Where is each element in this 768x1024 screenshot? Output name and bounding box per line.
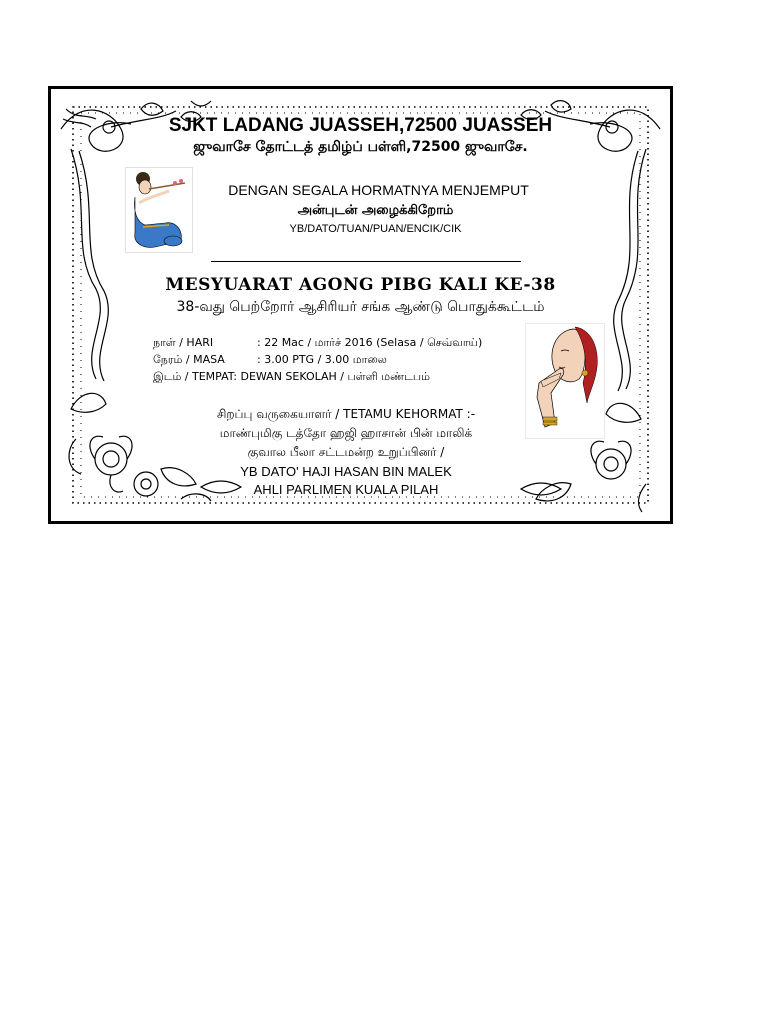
meeting-title: MESYUARAT AGONG PIBG KALI KE-38 [165, 275, 556, 295]
invite-line-tamil: அன்புடன் அழைக்கிறோம் [297, 203, 454, 218]
invitation-card [48, 86, 673, 524]
school-name-tamil: ஜுவாசே தோட்டத் தமிழ்ப் பள்ளி,72500 ஜுவாசே. [193, 139, 528, 155]
detail-label: நேரம் / MASA [153, 353, 225, 366]
detail-value: : 3.00 PTG / 3.00 மாலை [257, 353, 387, 366]
honorifics: YB/DATO/TUAN/PUAN/ENCIK/CIK [289, 223, 462, 235]
detail-label: நாள் / HARI [153, 336, 214, 349]
guest-position: AHLI PARLIMEN KUALA PILAH [253, 482, 439, 497]
guest-heading: சிறப்பு வருகையாளர் / TETAMU KEHORMAT :- [216, 407, 476, 421]
guest-name: YB DATO' HAJI HASAN BIN MALEK [240, 464, 452, 479]
meeting-title-tamil: 38-வது பெற்றோர் ஆசிரியர் சங்க ஆண்டு பொதுக்கூட்டம் [176, 299, 545, 315]
invite-line: DENGAN SEGALA HORMATNYA MENJEMPUT [228, 182, 529, 198]
meeting-details [153, 336, 482, 387]
namaste-woman-icon [525, 323, 605, 439]
guest-line-tamil: குவால பீலா சட்டமன்ற உறுப்பினர் / [247, 445, 445, 459]
school-name: SJKT LADANG JUASSEH,72500 JUASSEH [168, 115, 553, 136]
detail-label: இடம் / TEMPAT: [153, 370, 237, 383]
detail-row-venue [153, 370, 482, 387]
detail-row-time [153, 353, 482, 370]
guest-line-tamil: மாண்புமிகு டத்தோ ஹஜி ஹாசான் பின் மாலிக் [219, 426, 473, 440]
detail-value: DEWAN SEKOLAH / பள்ளி மண்டபம் [240, 370, 430, 383]
divider-line [211, 261, 521, 262]
detail-row-date [153, 336, 482, 353]
detail-value: : 22 Mac / மார்ச் 2016 (Selasa / செவ்வாய்) [257, 336, 483, 349]
